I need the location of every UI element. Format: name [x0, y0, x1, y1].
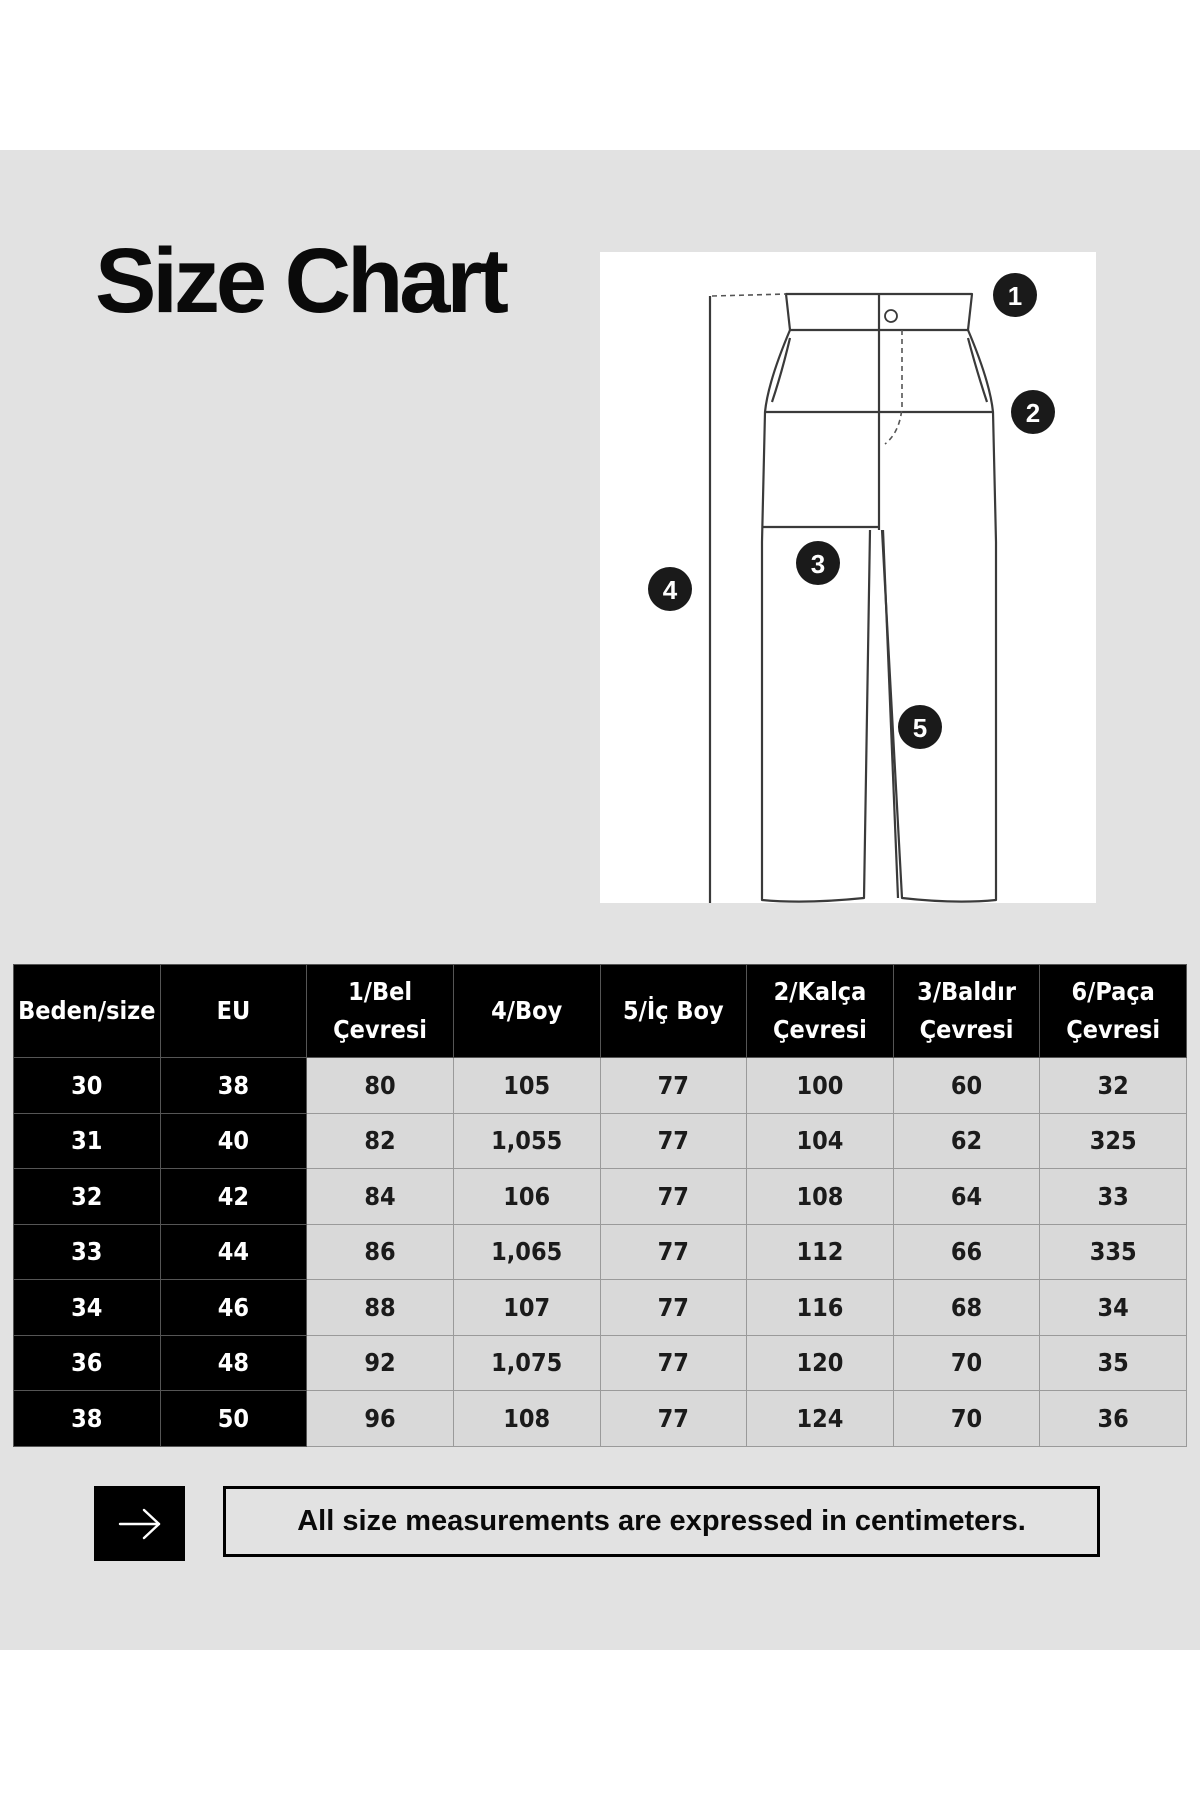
- column-header-line: Çevresi: [773, 1015, 867, 1044]
- eu-size-cell: 48: [160, 1335, 307, 1391]
- measurement-cell: 77: [600, 1058, 747, 1114]
- measurement-badge-2: [1011, 390, 1055, 434]
- measurement-cell: 104: [747, 1113, 894, 1169]
- measurement-badge-3: [796, 541, 840, 585]
- measurement-cell: 120: [747, 1335, 894, 1391]
- measurement-cell: 86: [307, 1224, 454, 1280]
- measurement-cell: 62: [893, 1113, 1040, 1169]
- measurement-cell: 77: [600, 1169, 747, 1225]
- table-header-row: [14, 965, 1187, 1058]
- size-cell: 33: [14, 1224, 161, 1280]
- measurement-cell: 70: [893, 1335, 1040, 1391]
- measurement-cell: 100: [747, 1058, 894, 1114]
- size-cell: 38: [14, 1391, 161, 1447]
- column-header-line: 1/Bel: [348, 977, 413, 1006]
- measurement-badge-4: [648, 567, 692, 611]
- column-header-line: 6/Paça: [1071, 977, 1155, 1006]
- measurement-cell: 68: [893, 1280, 1040, 1336]
- pants-measurement-diagram: [600, 252, 1096, 903]
- column-header-line: 3/Baldır: [917, 977, 1016, 1006]
- column-header-line: 5/İç Boy: [622, 996, 724, 1025]
- measurement-cell: 77: [600, 1335, 747, 1391]
- column-header-line: Çevresi: [919, 1015, 1014, 1044]
- column-header: [14, 965, 161, 1058]
- measurement-cell: 92: [307, 1335, 454, 1391]
- measurement-note: All size measurements are expressed in centimeters.: [223, 1486, 1100, 1557]
- size-table: [13, 964, 1187, 1447]
- measurement-cell: 96: [307, 1391, 454, 1447]
- eu-size-cell: 46: [160, 1280, 307, 1336]
- eu-size-cell: 40: [160, 1113, 307, 1169]
- measurement-cell: 325: [1040, 1113, 1187, 1169]
- measurement-cell: 335: [1040, 1224, 1187, 1280]
- svg-text:3: 3: [810, 549, 826, 579]
- table-row: [14, 1224, 1187, 1280]
- table-row: [14, 1113, 1187, 1169]
- size-cell: 31: [14, 1113, 161, 1169]
- measurement-cell: 70: [893, 1391, 1040, 1447]
- measurement-cell: 77: [600, 1280, 747, 1336]
- column-header: [160, 965, 307, 1058]
- page-title: Size Chart: [95, 230, 505, 332]
- size-cell: 34: [14, 1280, 161, 1336]
- measurement-cell: 33: [1040, 1169, 1187, 1225]
- measurement-cell: 80: [307, 1058, 454, 1114]
- arrow-box: [94, 1486, 185, 1561]
- measurement-cell: 82: [307, 1113, 454, 1169]
- table-row: [14, 1169, 1187, 1225]
- column-header-line: 4/Boy: [491, 996, 563, 1025]
- column-header: [893, 965, 1040, 1058]
- table-row: [14, 1058, 1187, 1114]
- measurement-cell: 116: [747, 1280, 894, 1336]
- arrow-right-icon: [117, 1507, 163, 1541]
- measurement-cell: 1,065: [453, 1224, 600, 1280]
- measurement-cell: 84: [307, 1169, 454, 1225]
- svg-text:4: 4: [662, 575, 678, 605]
- measurement-cell: 77: [600, 1224, 747, 1280]
- measurement-cell: 34: [1040, 1280, 1187, 1336]
- size-cell: 32: [14, 1169, 161, 1225]
- measurement-cell: 60: [893, 1058, 1040, 1114]
- eu-size-cell: 44: [160, 1224, 307, 1280]
- measurement-cell: 77: [600, 1391, 747, 1447]
- measurement-cell: 77: [600, 1113, 747, 1169]
- eu-size-cell: 42: [160, 1169, 307, 1225]
- column-header: [1040, 965, 1187, 1058]
- measurement-cell: 124: [747, 1391, 894, 1447]
- measurement-cell: 88: [307, 1280, 454, 1336]
- column-header-line: Çevresi: [1066, 1015, 1161, 1044]
- measurement-cell: 32: [1040, 1058, 1187, 1114]
- measurement-cell: 112: [747, 1224, 894, 1280]
- column-header: [747, 965, 894, 1058]
- measurement-cell: 64: [893, 1169, 1040, 1225]
- measurement-cell: 107: [453, 1280, 600, 1336]
- column-header-line: Çevresi: [333, 1015, 427, 1044]
- measurement-cell: 1,055: [453, 1113, 600, 1169]
- measurement-cell: 36: [1040, 1391, 1187, 1447]
- column-header-line: 2/Kalça: [773, 977, 867, 1006]
- table-row: [14, 1280, 1187, 1336]
- eu-size-cell: 38: [160, 1058, 307, 1114]
- size-cell: 30: [14, 1058, 161, 1114]
- measurement-cell: 105: [453, 1058, 600, 1114]
- eu-size-cell: 50: [160, 1391, 307, 1447]
- svg-text:1: 1: [1007, 281, 1023, 311]
- pants-illustration: [600, 252, 1096, 903]
- svg-text:2: 2: [1025, 398, 1041, 428]
- column-header: [307, 965, 454, 1058]
- measurement-cell: 1,075: [453, 1335, 600, 1391]
- measurement-cell: 66: [893, 1224, 1040, 1280]
- table-row: [14, 1335, 1187, 1391]
- column-header: [453, 965, 600, 1058]
- measurement-cell: 106: [453, 1169, 600, 1225]
- table-row: [14, 1391, 1187, 1447]
- measurement-cell: 108: [453, 1391, 600, 1447]
- measurement-cell: 35: [1040, 1335, 1187, 1391]
- measurement-cell: 108: [747, 1169, 894, 1225]
- svg-text:5: 5: [912, 713, 928, 743]
- measurement-badge-1: [993, 273, 1037, 317]
- column-header: [600, 965, 747, 1058]
- measurement-badge-5: [898, 705, 942, 749]
- column-header-line: Beden/size: [18, 996, 156, 1025]
- column-header-line: EU: [216, 996, 251, 1025]
- size-cell: 36: [14, 1335, 161, 1391]
